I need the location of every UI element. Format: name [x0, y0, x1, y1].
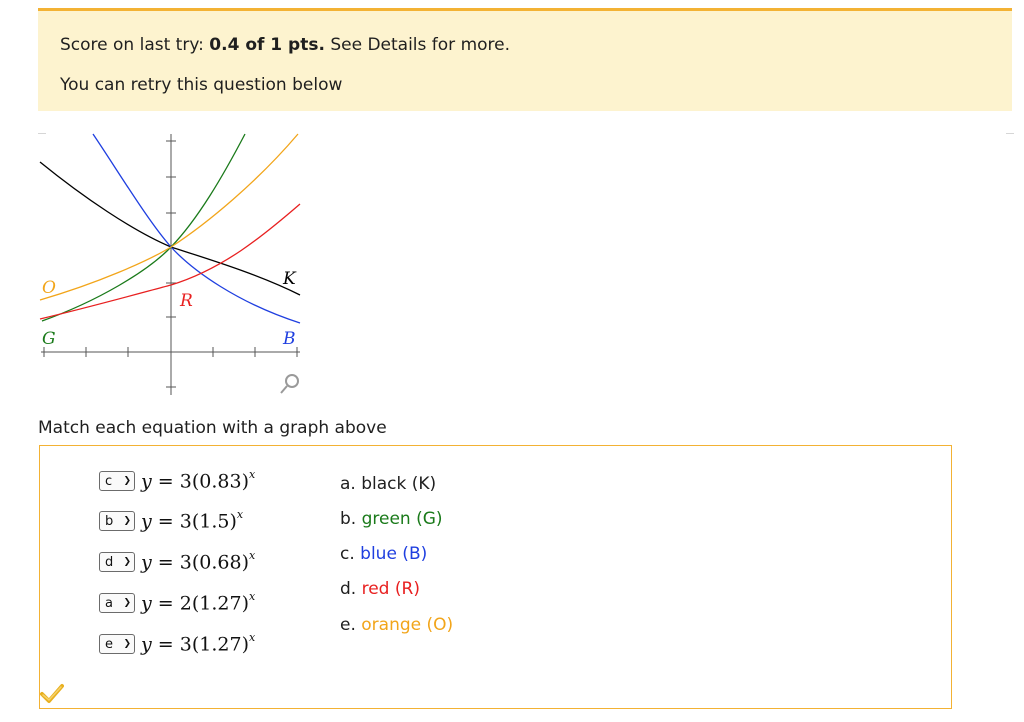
label-b: B — [283, 329, 296, 349]
label-o: O — [42, 278, 56, 298]
divider-right — [1006, 133, 1014, 134]
score-prefix: Score on last try: — [60, 35, 210, 55]
equation: $y = 3(0.68)^x$ — [141, 548, 256, 574]
retry-message: You can retry this question below — [60, 75, 343, 95]
score-line — [60, 35, 510, 55]
equation-row — [99, 591, 255, 615]
curve-black-k — [40, 162, 300, 295]
equation: $y = 3(1.5)^x$ — [141, 507, 244, 533]
score-value: 0.4 of 1 pts. — [209, 35, 325, 55]
match-select[interactable]: b ❯ — [99, 511, 135, 531]
label-g: G — [42, 329, 56, 349]
curve-orange-o — [40, 134, 298, 300]
answer-box — [39, 445, 952, 709]
equation-row — [99, 509, 243, 533]
equation: $y = 3(1.27)^x$ — [141, 630, 256, 656]
choice-item: e. orange (O) — [340, 615, 454, 635]
equation: $y = 2(1.27)^x$ — [141, 589, 256, 615]
chevron-down-icon: ❯ — [123, 557, 131, 567]
choice-item: a. black (K) — [340, 474, 437, 494]
match-select[interactable]: c ❯ — [99, 471, 135, 491]
checkmark-icon — [40, 682, 64, 704]
equation-row — [99, 550, 255, 574]
function-graph — [38, 131, 308, 400]
equation-row — [99, 632, 255, 656]
chevron-down-icon: ❯ — [123, 476, 131, 486]
choice-item: b. green (G) — [340, 509, 443, 529]
match-select[interactable]: a ❯ — [99, 593, 135, 613]
chevron-down-icon: ❯ — [123, 516, 131, 526]
match-select[interactable]: d ❯ — [99, 552, 135, 572]
label-r: R — [180, 291, 193, 311]
question-prompt: Match each equation with a graph above — [38, 418, 387, 438]
chevron-down-icon: ❯ — [123, 639, 131, 649]
score-suffix: See Details for more. — [324, 35, 511, 55]
choice-item: d. red (R) — [340, 579, 420, 599]
magnifier-icon[interactable] — [281, 375, 298, 393]
curve-red-r — [40, 204, 300, 319]
equation-row — [99, 469, 255, 493]
label-k: K — [283, 269, 296, 289]
chevron-down-icon: ❯ — [123, 598, 131, 608]
choice-item: c. blue (B) — [340, 544, 428, 564]
equation: $y = 3(0.83)^x$ — [141, 467, 256, 493]
score-notice — [38, 8, 1012, 111]
match-select[interactable]: e ❯ — [99, 634, 135, 654]
